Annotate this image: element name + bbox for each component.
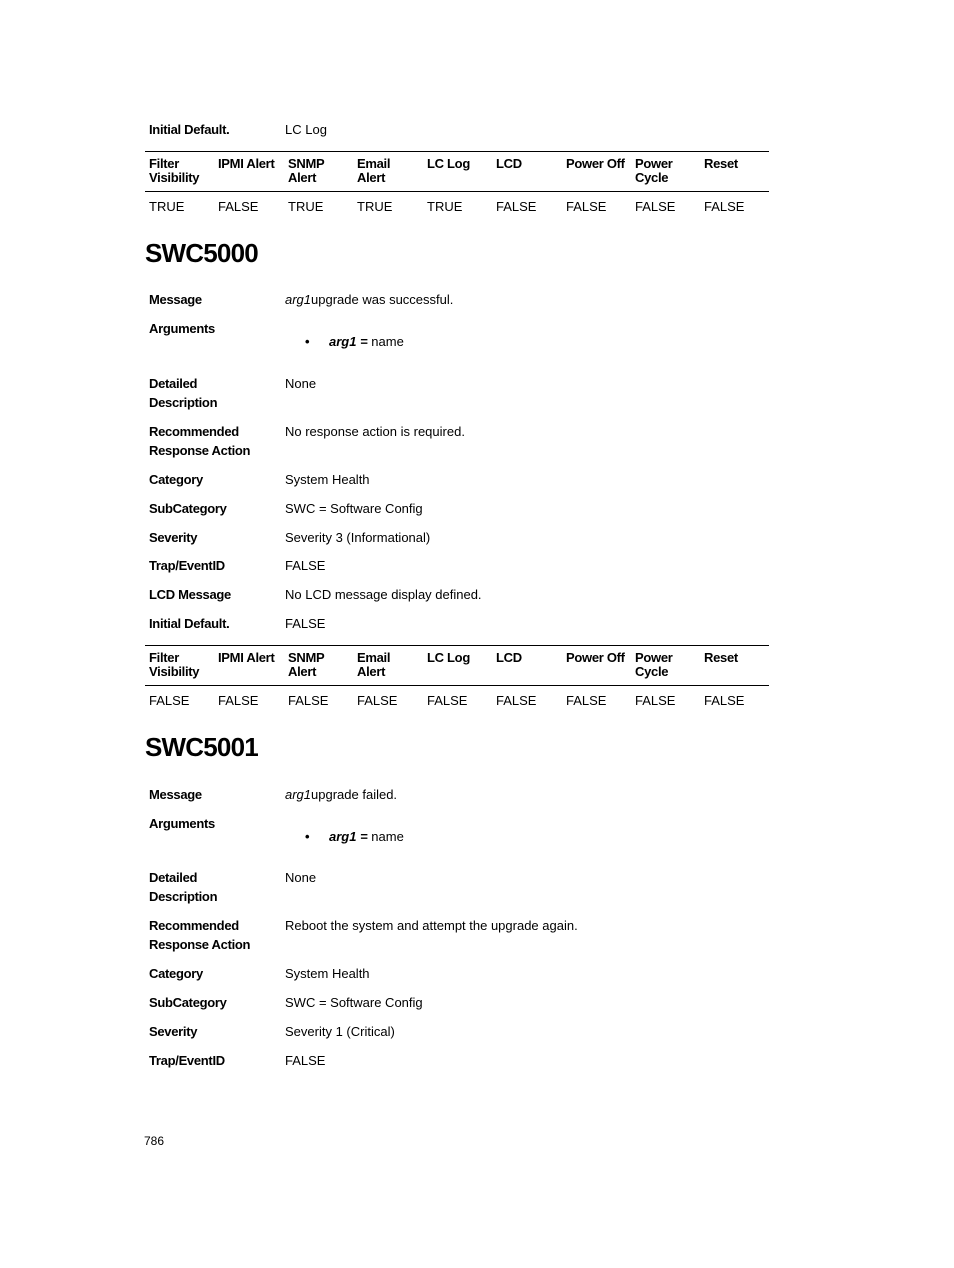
table-value-cell: FALSE	[704, 199, 745, 214]
section-title: SWC5001	[145, 732, 258, 762]
table-header-rule	[145, 191, 769, 192]
message-text: upgrade was successful.	[311, 292, 454, 307]
table-header-cell: LCD	[496, 650, 522, 665]
field-label: Detailed Description	[149, 376, 218, 410]
field-value: Severity 3 (Informational)	[285, 530, 431, 545]
field-value	[285, 785, 769, 804]
table-header-cell: Filter Visibility	[149, 650, 200, 679]
bullet-icon: •	[305, 334, 310, 349]
argument-name: arg1 =	[329, 334, 368, 349]
field-value	[285, 290, 769, 309]
message-text: upgrade failed.	[311, 787, 398, 802]
field-value: None	[285, 376, 317, 391]
field-value: FALSE	[285, 616, 326, 631]
table-header-cell: LCD	[496, 156, 522, 171]
table-top-rule	[145, 151, 769, 152]
table-value-cell: FALSE	[496, 693, 537, 708]
table-value-cell: FALSE	[704, 693, 745, 708]
field-value: No response action is required.	[285, 424, 465, 439]
field-value: FALSE	[285, 1053, 326, 1068]
field-value: No LCD message display defined.	[285, 587, 482, 602]
field-label: Severity	[149, 1024, 198, 1039]
table-header-cell: SNMP Alert	[288, 650, 325, 679]
bullet-icon: •	[305, 829, 310, 844]
field-label: Message	[149, 292, 202, 307]
page-number: 786	[144, 1134, 165, 1148]
message-arg: arg1	[285, 292, 312, 307]
field-value: System Health	[285, 966, 370, 981]
table-value-cell: FALSE	[427, 693, 468, 708]
field-value: SWC = Software Config	[285, 995, 423, 1010]
argument-name: arg1 =	[329, 829, 368, 844]
table-value-cell: TRUE	[427, 199, 463, 214]
table-value-cell: TRUE	[149, 199, 185, 214]
table-value-cell: FALSE	[357, 693, 398, 708]
table-value-cell: FALSE	[635, 693, 676, 708]
field-value: FALSE	[285, 558, 326, 573]
table-header-cell: Filter Visibility	[149, 156, 200, 185]
table-value-cell: TRUE	[288, 199, 324, 214]
field-value: Reboot the system and attempt the upgrade again.	[285, 918, 578, 933]
table-header-cell: Email Alert	[357, 156, 391, 185]
field-label: Severity	[149, 530, 198, 545]
table-top-rule	[145, 645, 769, 646]
table-header-cell: Reset	[704, 156, 738, 171]
field-label: Recommended Response Action	[149, 918, 251, 952]
table-value-cell: FALSE	[635, 199, 676, 214]
field-label: Trap/EventID	[149, 1053, 225, 1068]
table-value-cell: FALSE	[149, 693, 190, 708]
field-value: SWC = Software Config	[285, 501, 423, 516]
field-label: SubCategory	[149, 501, 227, 516]
field-value: System Health	[285, 472, 370, 487]
table-header-cell: LC Log	[427, 650, 470, 665]
table-header-cell: Power Cycle	[635, 650, 673, 679]
table-value-cell: FALSE	[218, 199, 259, 214]
field-label: Message	[149, 787, 202, 802]
field-label: Recommended Response Action	[149, 424, 251, 458]
table-value-cell: TRUE	[357, 199, 393, 214]
table-header-cell: LC Log	[427, 156, 470, 171]
table-header-cell: Power Off	[566, 650, 625, 665]
field-label: Arguments	[149, 816, 215, 831]
field-label: Detailed Description	[149, 870, 218, 904]
table-header-cell: IPMI Alert	[218, 650, 275, 665]
field-label: Initial Default.	[149, 122, 230, 137]
table-header-cell: Email Alert	[357, 650, 391, 679]
field-label: Arguments	[149, 321, 215, 336]
field-label: Category	[149, 472, 203, 487]
table-header-cell: IPMI Alert	[218, 156, 275, 171]
argument-value: name	[367, 829, 404, 844]
field-value: LC Log	[285, 122, 327, 137]
field-label: Category	[149, 966, 203, 981]
message-arg: arg1	[285, 787, 312, 802]
table-header-cell: SNMP Alert	[288, 156, 325, 185]
table-header-cell: Reset	[704, 650, 738, 665]
table-value-cell: FALSE	[218, 693, 259, 708]
table-value-cell: FALSE	[496, 199, 537, 214]
argument-value: name	[367, 334, 404, 349]
table-value-cell: FALSE	[566, 693, 607, 708]
field-label: Trap/EventID	[149, 558, 225, 573]
field-label: Initial Default.	[149, 616, 230, 631]
table-header-cell: Power Off	[566, 156, 625, 171]
field-value: None	[285, 870, 317, 885]
table-value-cell: FALSE	[288, 693, 329, 708]
table-value-cell: FALSE	[566, 199, 607, 214]
section-title: SWC5000	[145, 238, 258, 268]
field-label: LCD Message	[149, 587, 231, 602]
field-value: Severity 1 (Critical)	[285, 1024, 395, 1039]
field-label: SubCategory	[149, 995, 227, 1010]
table-header-cell: Power Cycle	[635, 156, 673, 185]
table-header-rule	[145, 685, 769, 686]
